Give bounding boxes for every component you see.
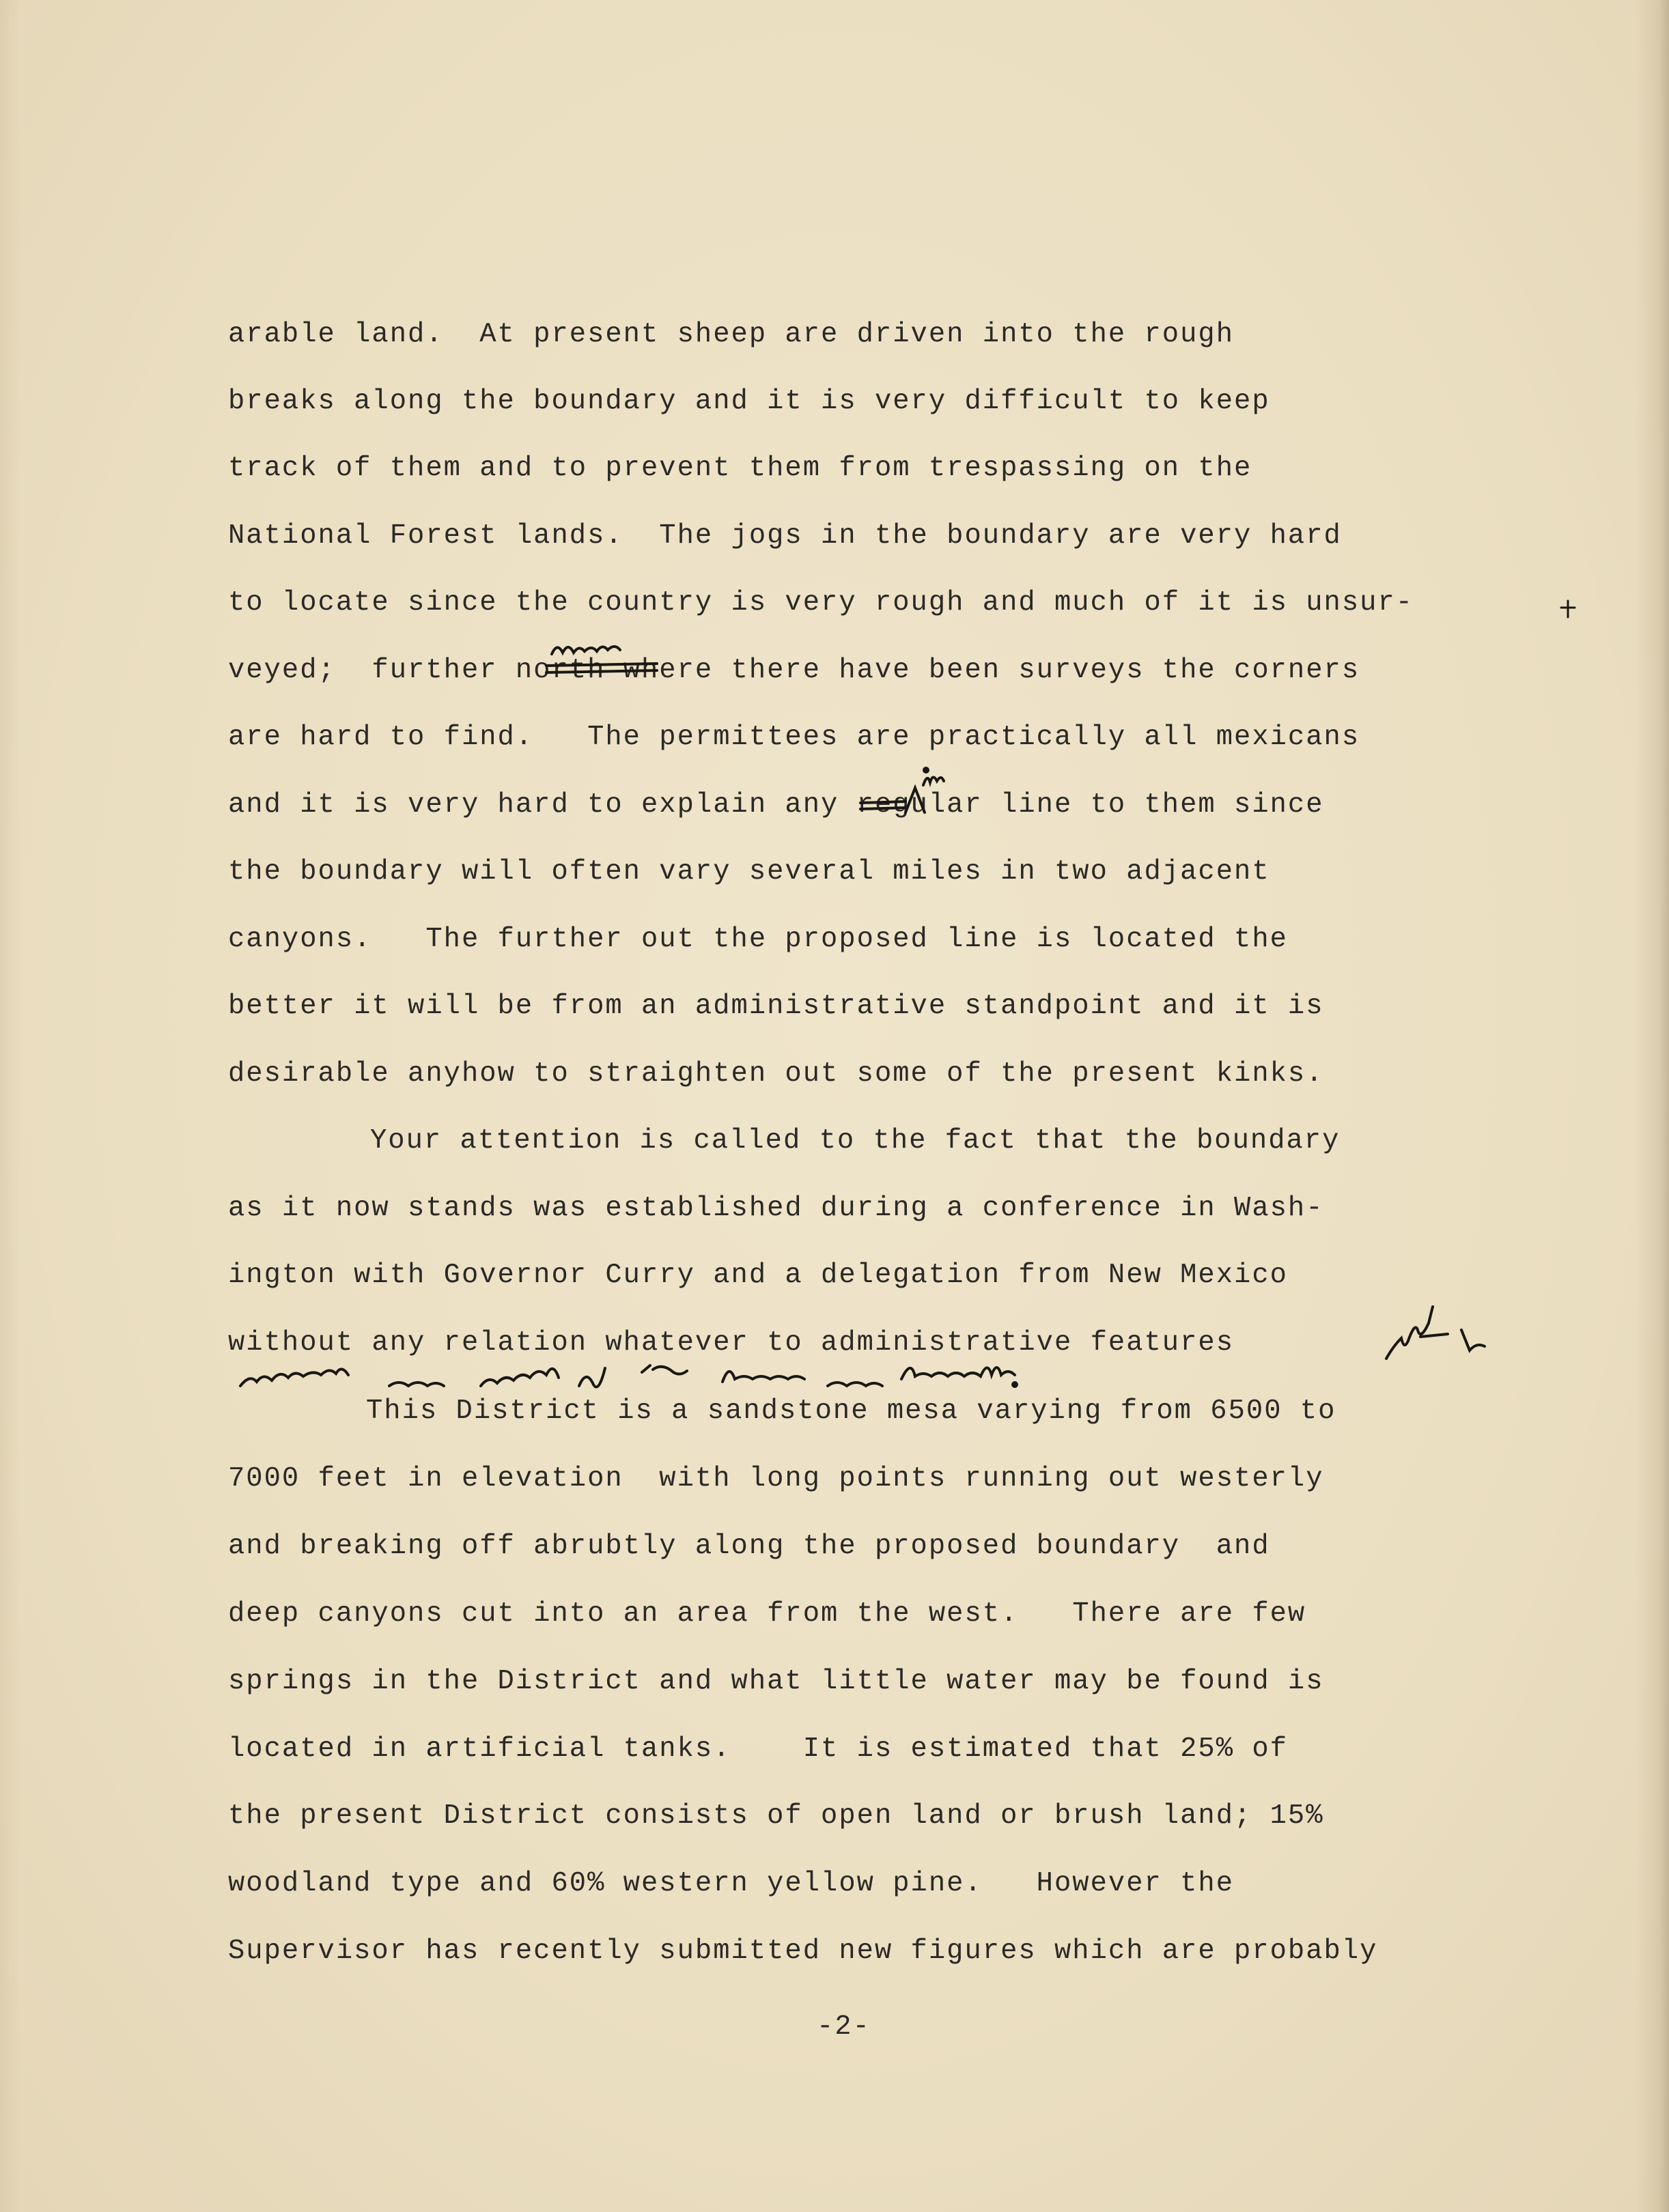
paper-edge-left [0, 0, 20, 2212]
text-line: deep canyons cut into an area from the west. There are few [228, 1598, 1306, 1630]
text-line: to locate since the country is very rough and much of it is unsur- [228, 587, 1414, 619]
text-line: Your attention is called to the fact that the boundary [370, 1125, 1341, 1157]
text-line: arable land. At present sheep are driven into the rough [228, 319, 1235, 350]
text-line: the boundary will often vary several miles in two adjacent [228, 856, 1270, 888]
text-line: ington with Governor Curry and a delegation from New Mexico [228, 1260, 1288, 1291]
text-line: and breaking off abrubtly along the proposed boundary and [228, 1531, 1270, 1562]
text-line: woodland type and 60% western yellow pine. However the [228, 1868, 1235, 1899]
handwritten-but-to [1386, 1307, 1485, 1359]
page-number: -2- [817, 2011, 871, 2043]
text-line: are hard to find. The permittees are practically all mexicans [228, 722, 1360, 753]
text-line: This District is a sandstone mesa varying from 6500 to [366, 1395, 1336, 1427]
text-line: without any relation whatever to administrative features [228, 1327, 1235, 1359]
text-line: located in artificial tanks. It is estimated that 25% of [228, 1733, 1288, 1765]
text-line: the present District consists of open land or brush land; 15% [228, 1800, 1324, 1832]
text-line: National Forest lands. The jogs in the boundary are very hard [228, 520, 1342, 552]
handwritten-include-line [240, 1365, 1017, 1387]
paper-edge-right [1635, 0, 1669, 2212]
text-line: better it will be from an administrative standpoint and it is [228, 991, 1324, 1022]
text-line: desirable anyhow to straighten out some of the present kinks. [228, 1058, 1324, 1090]
text-line: Supervisor has recently submitted new figures which are probably [228, 1936, 1378, 1967]
margin-mark [1561, 601, 1575, 617]
text-line: veyed; further north where there have been surveys the corners [228, 655, 1360, 686]
text-line: canyons. The further out the proposed line is located the [228, 924, 1288, 955]
text-line: as it now stands was established during a conference in Wash- [228, 1193, 1324, 1224]
text-line: and it is very hard to explain any regular line to them since [228, 789, 1324, 821]
text-line: springs in the District and what little water may be found is [228, 1666, 1324, 1697]
text-line: breaks along the boundary and it is very difficult to keep [228, 386, 1270, 417]
text-line: track of them and to prevent them from trespassing on the [228, 453, 1252, 484]
text-line: 7000 feet in elevation with long points running out westerly [228, 1463, 1324, 1494]
